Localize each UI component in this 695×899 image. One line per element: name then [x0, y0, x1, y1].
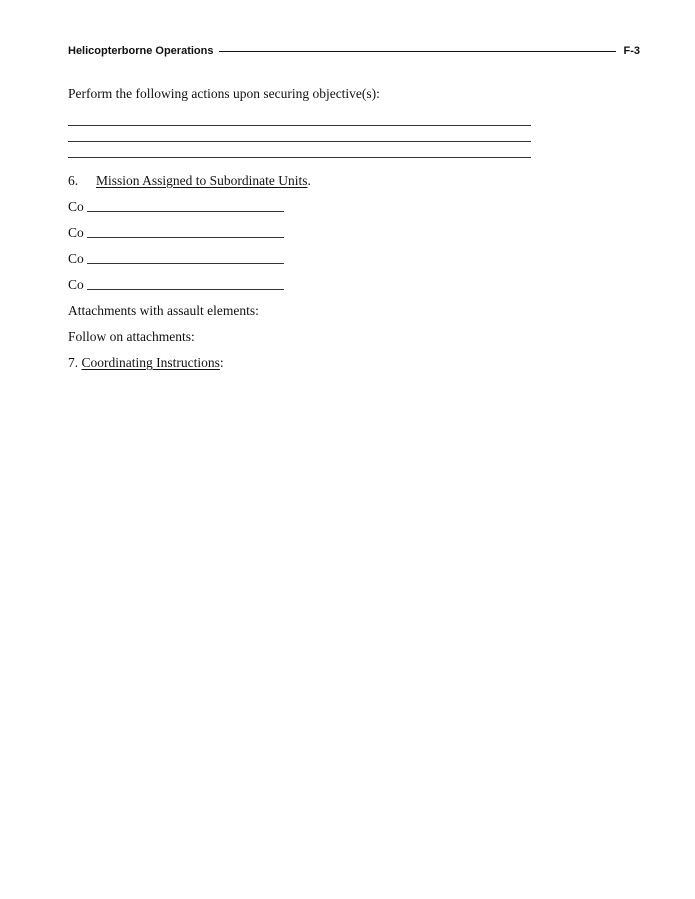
follow-on-label: Follow on attachments: — [68, 329, 195, 344]
company-row — [68, 277, 284, 293]
company-row — [68, 199, 284, 215]
section-6-trailing: . — [307, 173, 311, 188]
company-label: Co — [68, 251, 84, 266]
fill-in-line[interactable] — [68, 157, 531, 158]
section-6-number: 6. — [68, 173, 79, 188]
company-fill-in-line[interactable] — [87, 237, 284, 238]
company-row — [68, 225, 284, 241]
fill-in-line[interactable] — [68, 141, 531, 142]
page-number: F-3 — [623, 45, 640, 57]
company-fill-in-line[interactable] — [87, 211, 284, 212]
fill-in-line[interactable] — [68, 125, 531, 126]
section-7-number: 7. — [68, 355, 79, 370]
section-7-title: Coordinating Instructions — [81, 355, 220, 370]
section-6-heading — [68, 173, 311, 189]
section-7-trailing: : — [219, 355, 224, 370]
section-7-heading — [68, 355, 224, 371]
company-row — [68, 251, 284, 267]
company-label: Co — [68, 225, 84, 240]
page-header — [68, 44, 640, 58]
company-label: Co — [68, 199, 84, 214]
section-6-title: Mission Assigned to Subordinate Units — [96, 173, 308, 188]
actions-prompt: Perform the following actions upon securing objective(s): — [68, 86, 380, 101]
header-title: Helicopterborne Operations — [68, 45, 214, 57]
company-fill-in-line[interactable] — [87, 289, 284, 290]
header-rule — [219, 51, 615, 52]
company-fill-in-line[interactable] — [87, 263, 284, 264]
company-label: Co — [68, 277, 84, 292]
attachments-assault-label: Attachments with assault elements: — [68, 303, 259, 318]
